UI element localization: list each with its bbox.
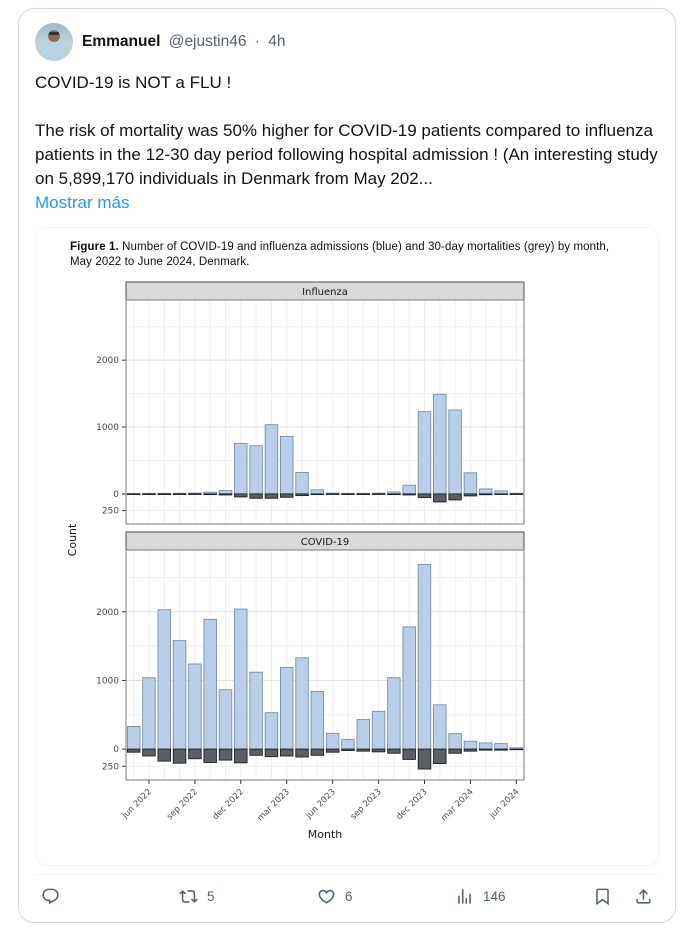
- svg-text:mar 2024: mar 2024: [439, 787, 476, 824]
- tweet-header: [35, 23, 659, 61]
- bookmark-icon: [593, 887, 612, 906]
- tweet-body: [35, 71, 659, 215]
- views-button[interactable]: [455, 887, 593, 906]
- figure-caption-text: Number of COVID-19 and influenza admissions (blue) and 30-day mortalities (grey) by month, May 2022 to June 2024, Denmark.: [70, 241, 610, 268]
- reply-button[interactable]: [41, 887, 179, 906]
- svg-text:dec 2022: dec 2022: [210, 787, 246, 823]
- svg-text:250: 250: [101, 762, 119, 773]
- bookmark-button[interactable]: [593, 887, 612, 906]
- svg-text:0: 0: [113, 489, 119, 500]
- heart-icon: [317, 887, 336, 906]
- svg-text:mar 2023: mar 2023: [255, 787, 292, 824]
- like-count: 6: [345, 889, 353, 904]
- figure-media[interactable]: [35, 227, 659, 866]
- repost-count: 5: [207, 889, 215, 904]
- timestamp: 4h: [268, 33, 286, 50]
- figure-caption-label: Figure 1.: [70, 241, 119, 253]
- svg-text:250: 250: [101, 506, 119, 517]
- avatar-person-torso: [42, 42, 66, 61]
- svg-text:jun 2022: jun 2022: [120, 787, 155, 821]
- like-button[interactable]: [317, 887, 455, 906]
- svg-text:sep 2023: sep 2023: [348, 787, 384, 822]
- figure1-chart-svg: [62, 278, 567, 856]
- svg-text:sep 2022: sep 2022: [165, 787, 201, 822]
- author-name[interactable]: Emmanuel: [82, 33, 161, 50]
- svg-text:0: 0: [113, 745, 119, 756]
- svg-text:dec 2023: dec 2023: [394, 787, 430, 823]
- action-bar: [35, 874, 659, 912]
- svg-text:1000: 1000: [96, 676, 119, 687]
- repost-icon: [179, 887, 198, 906]
- show-more-link[interactable]: Mostrar más: [35, 193, 130, 212]
- tweet-text-line1: COVID-19 is NOT a FLU !: [35, 73, 232, 92]
- separator-dot: ·: [254, 33, 260, 50]
- avatar-person: [48, 30, 60, 42]
- blank-line: [35, 95, 659, 119]
- figure-caption: [70, 240, 612, 270]
- author-row[interactable]: [82, 33, 286, 51]
- tweet-card: [18, 8, 676, 923]
- svg-text:2000: 2000: [96, 356, 119, 367]
- svg-text:Influenza: Influenza: [302, 287, 348, 298]
- svg-text:Month: Month: [307, 828, 343, 841]
- repost-button[interactable]: [179, 887, 317, 906]
- share-icon: [634, 887, 653, 906]
- analytics-icon: [455, 887, 474, 906]
- svg-text:Count: Count: [66, 523, 79, 557]
- reply-icon: [41, 887, 60, 906]
- svg-text:jun 2024: jun 2024: [487, 787, 522, 821]
- svg-text:1000: 1000: [96, 423, 119, 434]
- view-count: 146: [483, 889, 506, 904]
- svg-text:2000: 2000: [96, 607, 119, 618]
- author-handle[interactable]: @ejustin46: [168, 33, 247, 50]
- tweet-text-paragraph: The risk of mortality was 50% higher for COVID-19 patients compared to influenza patients in the 12-30 day period following hospital admission ! (An interesting study on 5,899,170 individuals in Denmark from May 202...: [35, 121, 658, 188]
- share-button[interactable]: [634, 887, 653, 906]
- svg-text:jun 2023: jun 2023: [304, 787, 338, 821]
- svg-text:COVID-19: COVID-19: [300, 537, 350, 548]
- right-actions: [593, 887, 653, 906]
- avatar[interactable]: [35, 23, 73, 61]
- figure1-chart: [62, 278, 652, 861]
